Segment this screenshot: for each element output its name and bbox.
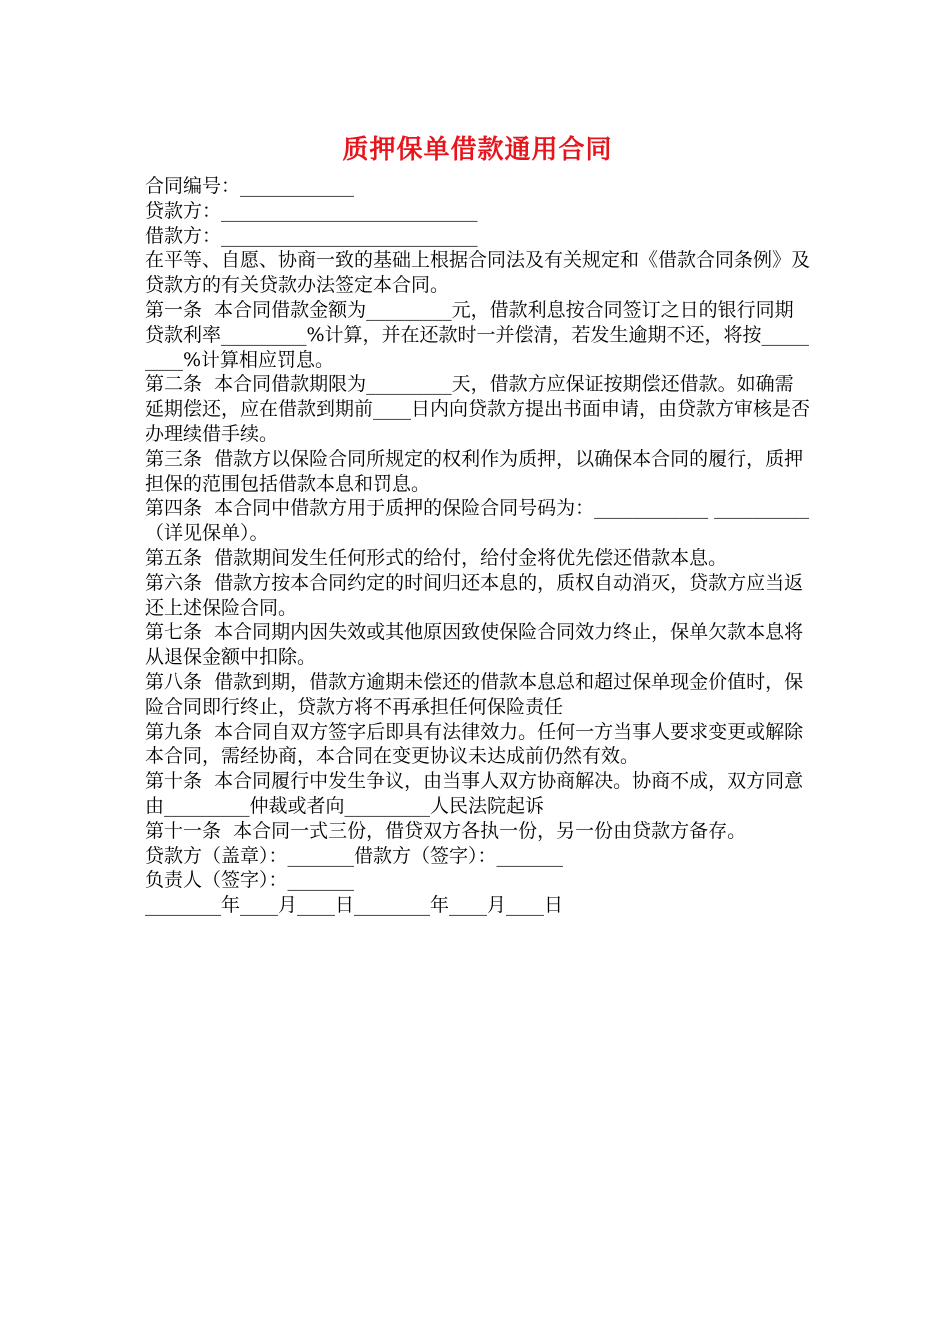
article-5: 第五条 借款期间发生任何形式的给付，给付金将优先偿还借款本息。 — [145, 546, 728, 569]
signature-responsible-person: 负责人（签字）：_______ — [145, 869, 355, 892]
article-7: 第七条 本合同期内因失效或其他原因致使保险合同效力终止，保单欠款本息将从退保金额中扣除。 — [145, 621, 804, 669]
contract-page — [145, 130, 810, 918]
article-9: 第九条 本合同自双方签字后即具有法律效力。任何一方当事人要求变更或解除本合同，需经协商，本合同在变更协议未达成前仍然有效。 — [145, 720, 804, 768]
document-body — [145, 174, 810, 918]
article-4: 第四条 本合同中借款方用于质押的保险合同号码为：____________ __________（详见保单）。 — [145, 497, 810, 545]
article-1: 第一条 本合同借款金额为_________元，借款利息按合同签订之日的银行同期贷款利率_________%计算，并在还款时一并偿清，若发生逾期不还，将按_________%计算相应罚息。 — [145, 298, 810, 371]
document-title: 质押保单借款通用合同 — [342, 135, 613, 165]
article-6: 第六条 借款方按本合同约定的时间归还本息的，质权自动消灭，贷款方应当返还上述保险合同。 — [145, 571, 804, 619]
article-10: 第十条 本合同履行中发生争议，由当事人双方协商解决。协商不成，双方同意由_________仲裁或者向_________人民法院起诉 — [145, 770, 804, 817]
article-8: 第八条 借款到期，借款方逾期未偿还的借款本息总和超过保单现金价值时，保险合同即行终止，贷款方将不再承担任何保险责任 — [145, 670, 804, 718]
preamble-paragraph: 在平等、自愿、协商一致的基础上根据合同法及有关规定和《借款合同条例》及贷款方的有关贷款办法签定本合同。 — [145, 249, 811, 297]
article-3: 第三条 借款方以保险合同所规定的权利作为质押，以确保本合同的履行，质押担保的范围包括借款本息和罚息。 — [145, 447, 804, 495]
signature-lender-borrower: 贷款方（盖章）：_______借款方（签字）：_______ — [145, 844, 564, 867]
lender-line: 贷款方：___________________________ — [145, 199, 478, 222]
borrower-line: 借款方：___________________________ — [145, 224, 478, 247]
article-11: 第十一条 本合同一式三份，借贷双方各执一份，另一份由贷款方备存。 — [145, 819, 747, 842]
signature-dates: ________年____月____日________年____月____日 — [145, 894, 564, 917]
article-2: 第二条 本合同借款期限为_________天，借款方应保证按期偿还借款。如确需延期偿还，应在借款到期前____日内向贷款方提出书面申请，由贷款方审核是否办理续借手续。 — [145, 373, 811, 445]
contract-number-line: 合同编号：____________ — [145, 175, 355, 197]
